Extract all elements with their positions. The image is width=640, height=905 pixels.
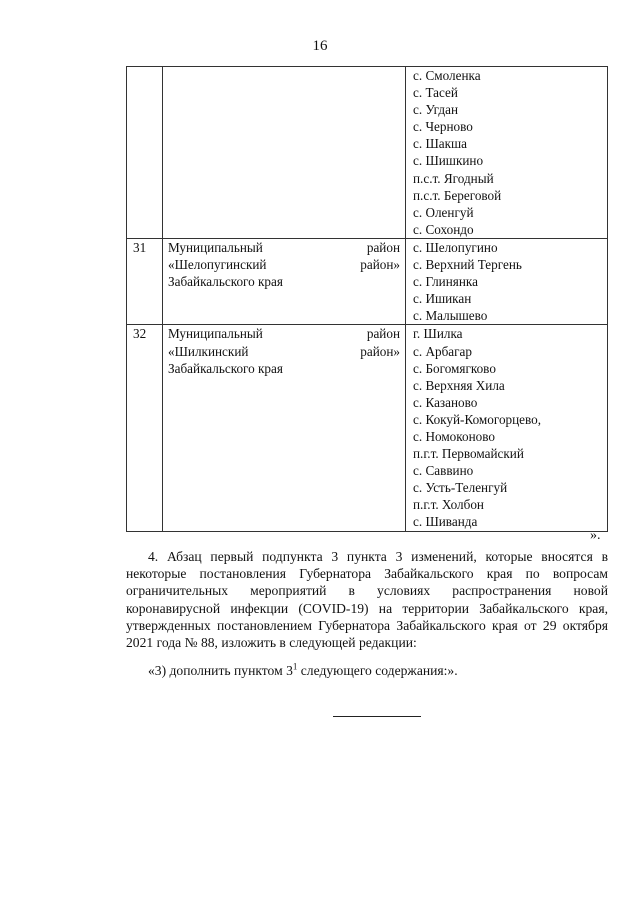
place-item: с. Усть-Теленгуй	[413, 480, 508, 496]
place-list	[413, 239, 607, 324]
district-line	[168, 360, 400, 377]
closing-quote: ».	[590, 528, 601, 543]
district-word: Забайкальского края	[168, 360, 283, 376]
paragraph-3-tail: следующего содержания:».	[297, 663, 458, 678]
place-item: п.г.т. Первомайский	[413, 446, 524, 462]
district-word: Забайкальского края	[168, 274, 283, 290]
place-list	[413, 325, 607, 530]
table-row	[127, 67, 608, 239]
place-item: с. Малышево	[413, 308, 488, 324]
row-number: 31	[127, 238, 163, 324]
places-cell	[406, 325, 608, 531]
place-item: с. Шакша	[413, 136, 468, 152]
place-item: с. Оленгуй	[413, 204, 474, 220]
table-row	[127, 325, 608, 531]
district-line	[168, 239, 400, 256]
district-cell	[163, 67, 406, 239]
place-item: с. Номоконово	[413, 428, 495, 444]
place-item: с. Богомягково	[413, 360, 496, 376]
place-item: с. Шелопугино	[413, 239, 498, 255]
place-item: п.с.т. Ягодный	[413, 170, 494, 186]
paragraph-3	[126, 662, 608, 679]
table-body	[127, 67, 608, 532]
district-word: район	[366, 326, 400, 342]
district-word: «Шелопугинский	[168, 257, 267, 273]
district-line	[168, 325, 400, 342]
place-item: с. Сохондо	[413, 221, 474, 237]
settlements-table	[126, 66, 608, 532]
district-word: Муниципальный	[168, 239, 263, 255]
district-line	[168, 343, 400, 360]
paragraph-3-superscript: 1	[292, 661, 298, 672]
place-item: с. Глинянка	[413, 274, 478, 290]
places-cell	[406, 238, 608, 324]
district-line	[168, 273, 400, 290]
place-item: с. Угдан	[413, 102, 458, 118]
place-item: п.с.т. Береговой	[413, 187, 502, 203]
row-number: 32	[127, 325, 163, 531]
paragraph-4: 4. Абзац первый подпункта 3 пункта 3 изменений, которые вносятся в некоторые постановления Губернатора Забайкальского края по вопросам ограничительных мероприятий в условиях распространения новой коронавирусной инфекции (COVID-19) на территории Забайкальского края, утвержденных постановлением Губернатора Забайкальского края от 29 октября 2021 года № 88, изложить в следующей редакции:	[126, 549, 608, 651]
place-item: г. Шилка	[413, 326, 463, 342]
paragraph-3-text: «3) дополнить пунктом 3	[148, 663, 293, 678]
row-number	[127, 67, 163, 239]
district-word: район	[366, 239, 400, 255]
place-item: с. Шишкино	[413, 153, 484, 169]
place-item: с. Смоленка	[413, 68, 481, 83]
table-row	[127, 238, 608, 324]
district-word: район»	[360, 343, 400, 359]
place-item: с. Тасей	[413, 85, 458, 101]
district-line	[168, 256, 400, 273]
separator-line	[333, 716, 421, 717]
district-word: Муниципальный	[168, 326, 263, 342]
district-cell	[163, 238, 406, 324]
place-item: с. Верхний Тергень	[413, 257, 522, 273]
district-word: «Шилкинский	[168, 343, 249, 359]
place-item: с. Саввино	[413, 463, 474, 479]
place-item: с. Кокуй-Комогорцево,	[413, 411, 542, 427]
place-item: с. Арбагар	[413, 343, 472, 359]
district-cell	[163, 325, 406, 531]
district-word: район»	[360, 257, 400, 273]
place-list	[413, 67, 607, 238]
place-item: п.г.т. Холбон	[413, 497, 484, 513]
place-item: с. Шиванда	[413, 514, 478, 530]
place-item: с. Черново	[413, 119, 473, 135]
place-item: с. Казаново	[413, 394, 478, 410]
page-number: 16	[312, 38, 328, 54]
places-cell	[406, 67, 608, 239]
place-item: с. Верхняя Хила	[413, 377, 505, 393]
place-item: с. Ишикан	[413, 291, 472, 307]
